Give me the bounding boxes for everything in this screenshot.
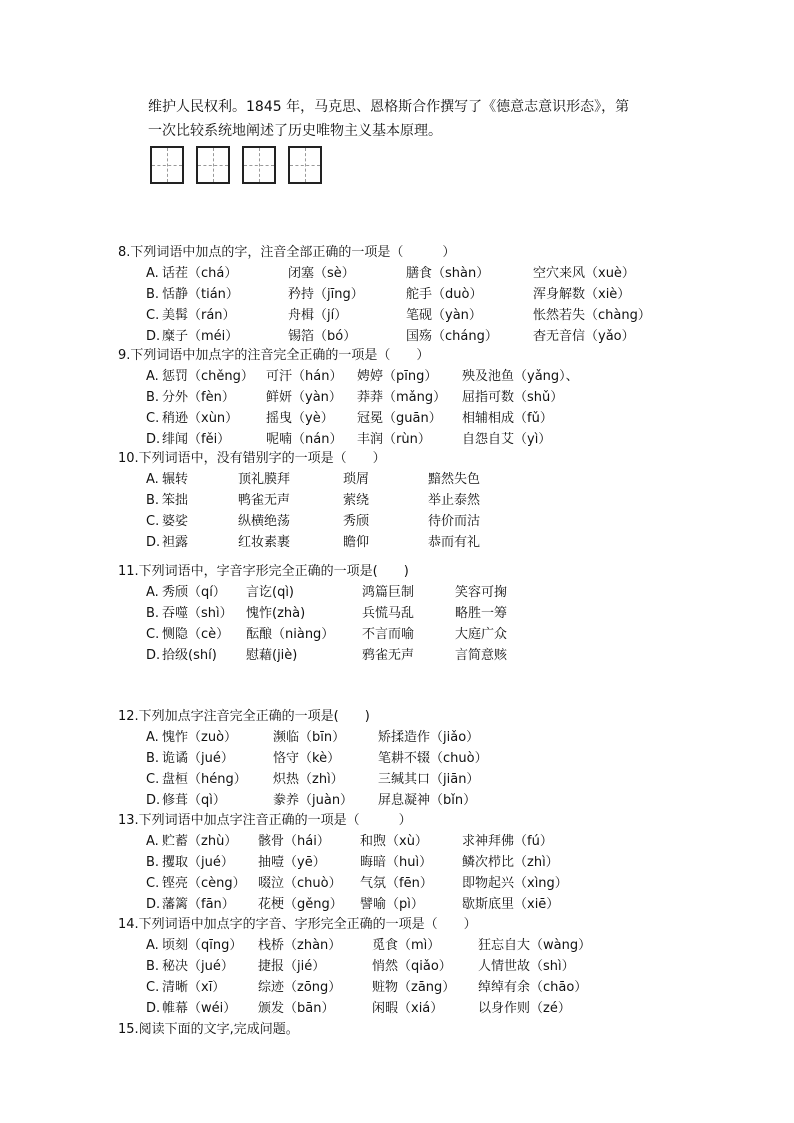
- question-stem-q14: 14.下列词语中加点字的字音、字形完全正确的一项是（ ）: [118, 917, 477, 932]
- option-term: 顶礼膜拜: [238, 472, 291, 487]
- option-term: 鸦雀无声: [362, 648, 415, 663]
- option-term: 藩篱（fān）: [162, 897, 235, 912]
- option-term: 纵横绝荡: [238, 514, 291, 529]
- option-term: 铿亮（cèng）: [162, 876, 246, 891]
- option-term: 娉婷（pīng）: [357, 369, 438, 384]
- intro-line-1: 维护人民权利。1845 年，马克思、恩格斯合作撰写了《德意志意识形态》，第: [148, 99, 630, 115]
- option-term: 和煦（xù）: [360, 834, 428, 849]
- option-label: A.: [146, 585, 159, 600]
- option-term: 辗转: [162, 472, 189, 487]
- option-term: 骸骨（hái）: [258, 834, 330, 849]
- option-term: 秀颀: [343, 514, 370, 529]
- option-term: 贮蓄（zhù）: [162, 834, 238, 849]
- option-term: 惩罚（chěng）: [162, 369, 254, 384]
- option-label: C.: [146, 627, 160, 642]
- option-term: 言讫(qì): [246, 585, 295, 600]
- option-term: 美髯（rán）: [162, 308, 236, 323]
- option-label: B.: [146, 287, 160, 302]
- intro-line-2: 一次比较系统地阐述了历史唯物主义基本原理。: [148, 123, 442, 139]
- option-term: 闭塞（sè）: [288, 266, 355, 281]
- option-term: 酝酿（niàng）: [246, 627, 335, 642]
- option-term: 袒露: [162, 535, 189, 550]
- option-term: 舵手（duò）: [406, 287, 483, 302]
- option-term: 鲜妍（yàn）: [266, 390, 342, 405]
- option-term: 鸿篇巨制: [362, 585, 415, 600]
- option-term: 歇斯底里（xiē）: [462, 897, 560, 912]
- option-label: B.: [146, 606, 160, 621]
- option-term: 诡谲（jué）: [162, 751, 234, 766]
- option-term: 糜子（méi）: [162, 329, 239, 344]
- option-term: 不言而喻: [362, 627, 415, 642]
- option-term: 绯闻（fěi）: [162, 432, 231, 447]
- option-term: 闲暇（xiá）: [372, 1001, 444, 1016]
- option-label: C.: [146, 876, 160, 891]
- question-stem-q9: 9.下列词语中加点字的注音完全正确的一项是（ ）: [118, 348, 430, 363]
- option-term: 帷幕（wéi）: [162, 1001, 237, 1016]
- option-term: 矫揉造作（jiǎo）: [378, 730, 480, 745]
- option-label: A.: [146, 834, 159, 849]
- option-term: 可汗（hán）: [266, 369, 343, 384]
- option-label: D.: [146, 793, 161, 808]
- option-term: 晦暗（huì）: [360, 855, 433, 870]
- option-term: 笨拙: [162, 493, 189, 508]
- option-label: B.: [146, 959, 160, 974]
- option-term: 悄然（qiǎo）: [372, 959, 452, 974]
- option-term: 膳食（shàn）: [406, 266, 490, 281]
- option-term: 笔砚（yàn）: [406, 308, 482, 323]
- option-term: 笑容可掬: [455, 585, 508, 600]
- option-label: D.: [146, 329, 161, 344]
- answer-box[interactable]: [196, 146, 230, 184]
- option-term: 屈指可数（shǔ）: [462, 390, 564, 405]
- option-term: 譬喻（pì）: [360, 897, 424, 912]
- question-stem-q8: 8.下列词语中加点的字，注音全部正确的一项是（ ）: [118, 245, 456, 260]
- answer-grid-boxes: [150, 146, 322, 184]
- option-term: 举止泰然: [428, 493, 481, 508]
- option-term: 红妆素裹: [238, 535, 291, 550]
- option-label: B.: [146, 751, 160, 766]
- option-term: 栈桥（zhàn）: [258, 938, 342, 953]
- answer-box[interactable]: [150, 146, 184, 184]
- option-term: 狂忘自大（wàng）: [478, 938, 592, 953]
- option-label: D.: [146, 1001, 161, 1016]
- option-term: 略胜一筹: [455, 606, 508, 621]
- option-term: 恬静（tián）: [162, 287, 239, 302]
- option-term: 摇曳（yè）: [266, 411, 334, 426]
- option-term: 萦绕: [343, 493, 370, 508]
- option-term: 捷报（jié）: [258, 959, 326, 974]
- option-term: 濒临（bīn）: [273, 730, 346, 745]
- option-term: 绰绰有余（chāo）: [478, 980, 588, 995]
- option-term: 豢养（juàn）: [273, 793, 354, 808]
- intro-paragraph: [148, 95, 728, 143]
- option-term: 笔耕不辍（chuò）: [378, 751, 488, 766]
- option-term: 鳞次栉比（zhì）: [462, 855, 559, 870]
- option-label: D.: [146, 535, 161, 550]
- option-term: 琐屑: [343, 472, 370, 487]
- option-term: 丰润（rùn）: [357, 432, 431, 447]
- option-term: 抽噎（yē）: [258, 855, 326, 870]
- option-term: 颁发（bān）: [258, 1001, 335, 1016]
- option-term: 恻隐（cè）: [162, 627, 230, 642]
- option-label: C.: [146, 980, 160, 995]
- option-term: 人情世故（shì）: [478, 959, 575, 974]
- option-label: A.: [146, 472, 159, 487]
- option-term: 话茬（chá）: [162, 266, 238, 281]
- option-term: 冠冕（guān）: [357, 411, 442, 426]
- option-term: 舟楫（jí）: [288, 308, 348, 323]
- answer-box[interactable]: [288, 146, 322, 184]
- option-term: 屏息凝神（bǐn）: [378, 793, 477, 808]
- option-term: 国殇（cháng）: [406, 329, 498, 344]
- question-stem-q11: 11.下列词语中，字音字形完全正确的一项是( ): [118, 564, 409, 579]
- option-term: 攫取（jué）: [162, 855, 234, 870]
- option-term: 恭而有礼: [428, 535, 481, 550]
- answer-box[interactable]: [242, 146, 276, 184]
- option-term: 锡箔（bó）: [288, 329, 357, 344]
- option-term: 矜持（jīng）: [288, 287, 364, 302]
- option-term: 杳无音信（yǎo）: [533, 329, 635, 344]
- option-label: C.: [146, 308, 160, 323]
- option-term: 清晰（xī）: [162, 980, 226, 995]
- option-label: A.: [146, 369, 159, 384]
- option-term: 觅食（mì）: [372, 938, 441, 953]
- option-label: A.: [146, 266, 159, 281]
- option-term: 殃及池鱼（yǎng）、: [462, 369, 579, 384]
- question-stem-q13: 13.下列词语中加点字注音正确的一项是（ ）: [118, 813, 412, 828]
- option-label: D.: [146, 432, 161, 447]
- option-term: 求神拜佛（fú）: [462, 834, 553, 849]
- option-term: 吞噬（shì）: [162, 606, 233, 621]
- option-term: 待价而沽: [428, 514, 481, 529]
- option-term: 大庭广众: [455, 627, 508, 642]
- option-term: 怅然若失（chàng）: [533, 308, 651, 323]
- option-label: C.: [146, 772, 160, 787]
- option-term: 呢喃（nán）: [266, 432, 343, 447]
- option-label: B.: [146, 855, 160, 870]
- option-label: D.: [146, 897, 161, 912]
- option-label: A.: [146, 938, 159, 953]
- option-term: 以身作则（zé）: [478, 1001, 571, 1016]
- option-label: C.: [146, 411, 160, 426]
- option-term: 综迹（zōng）: [258, 980, 342, 995]
- option-term: 愧怍（zuò）: [162, 730, 238, 745]
- option-term: 愧怍(zhà): [246, 606, 306, 621]
- option-term: 言简意赅: [455, 648, 508, 663]
- option-term: 相辅相成（fǔ）: [462, 411, 553, 426]
- option-term: 慰藉(jiè): [246, 648, 298, 663]
- option-term: 花梗（gěng）: [258, 897, 343, 912]
- option-term: 赃物（zāng）: [372, 980, 456, 995]
- option-term: 黯然失色: [428, 472, 481, 487]
- option-label: B.: [146, 390, 160, 405]
- option-term: 炽热（zhì）: [273, 772, 344, 787]
- option-label: C.: [146, 514, 160, 529]
- question-stem-q12: 12.下列加点字注音完全正确的一项是( ): [118, 709, 370, 724]
- option-term: 分外（fèn）: [162, 390, 235, 405]
- option-term: 莽莽（mǎng）: [357, 390, 447, 405]
- option-label: B.: [146, 493, 160, 508]
- option-term: 修葺（qì）: [162, 793, 226, 808]
- option-term: 空穴来风（xuè）: [533, 266, 635, 281]
- option-term: 稍逊（xùn）: [162, 411, 239, 426]
- option-term: 瞻仰: [343, 535, 370, 550]
- option-term: 兵慌马乱: [362, 606, 415, 621]
- option-term: 秀颀（qí）: [162, 585, 226, 600]
- option-term: 婆娑: [162, 514, 189, 529]
- option-label: A.: [146, 730, 159, 745]
- option-term: 顷刻（qīng）: [162, 938, 243, 953]
- option-term: 啜泣（chuò）: [258, 876, 342, 891]
- option-term: 三缄其口（jiān）: [378, 772, 480, 787]
- option-term: 拾级(shí): [162, 648, 217, 663]
- question-15-stem: 15.阅读下面的文字,完成问题。: [118, 1022, 299, 1037]
- option-term: 恪守（kè）: [273, 751, 341, 766]
- option-term: 气氛（fēn）: [360, 876, 433, 891]
- option-term: 秘决（jué）: [162, 959, 234, 974]
- option-term: 浑身解数（xiè）: [533, 287, 631, 302]
- option-term: 自怨自艾（yì）: [462, 432, 552, 447]
- question-stem-q10: 10.下列词语中，没有错别字的一项是（ ）: [118, 451, 386, 466]
- option-term: 即物起兴（xìng）: [462, 876, 568, 891]
- option-term: 盘桓（héng）: [162, 772, 247, 787]
- option-term: 鸭雀无声: [238, 493, 291, 508]
- option-label: D.: [146, 648, 161, 663]
